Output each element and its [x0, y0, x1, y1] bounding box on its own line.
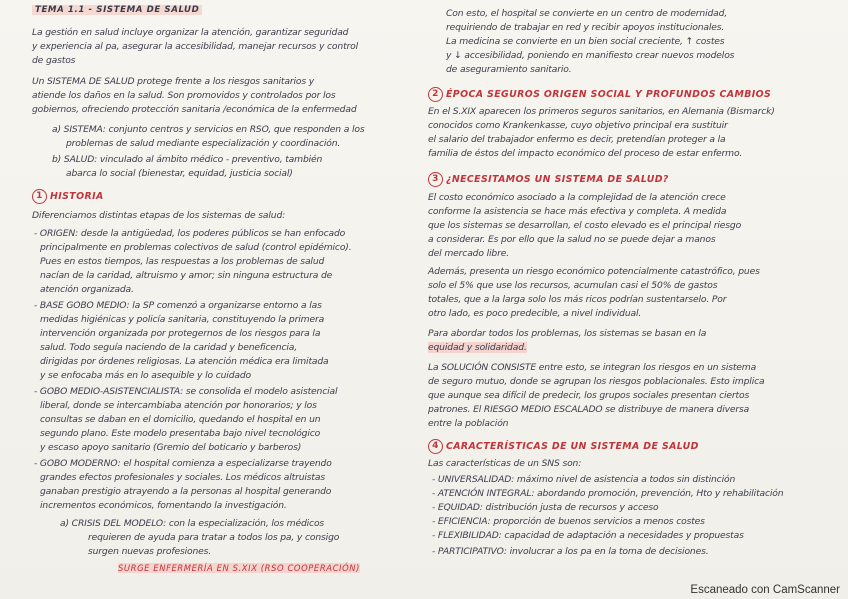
- text-line: de aseguramiento sanitario.: [446, 64, 572, 75]
- list-item: - ATENCIÓN INTEGRAL: abordando promoción, prevención, Hto y rehabilitación: [432, 488, 784, 499]
- text-line: Además, presenta un riesgo económico potencialmente catastrófico, pues: [428, 266, 760, 277]
- text-line: salud. Todo seguía naciendo de la caridad y beneficencia,: [40, 342, 298, 353]
- text-line: Las características de un SNS son:: [428, 458, 582, 469]
- text-line: grandes efectos profesionales y sociales. Los médicos altruistas: [40, 472, 326, 483]
- text-line: La medicina se convierte en un bien social creciente, ↑ costes: [446, 36, 725, 47]
- text-line: nacían de la caridad, altruismo y amor; sin ninguna estructura de: [40, 270, 333, 281]
- text-line: a considerar. Es por ello que la salud no se puede dejar a manos: [428, 234, 716, 245]
- page-title: TEMA 1.1 - SISTEMA DE SALUD: [32, 4, 202, 16]
- text-line: problemas de salud mediante especialización y coordinación.: [66, 138, 341, 149]
- text-line: consultas se daban en el domicilio, quedando el hospital en un: [40, 414, 321, 425]
- definition-sistema: a) SISTEMA: conjunto centros y servicios en RSO, que responden a los: [52, 124, 365, 135]
- text-line: otro lado, es poco predecible, a nivel individual.: [428, 308, 642, 319]
- section-number-badge: 1: [32, 189, 47, 204]
- text-line: atiende los daños en la salud. Son promovidos y controlados por los: [32, 90, 336, 101]
- text-line: de gastos: [32, 55, 76, 66]
- text-line: totales, que a la larga solo los más ricos podrían sustentarselo. Por: [428, 294, 727, 305]
- list-item: - EQUIDAD: distribución justa de recursos y acceso: [432, 502, 659, 513]
- text-line: segundo plano. Este modelo presentaba bajo nivel tecnológico: [40, 428, 321, 439]
- text-line: intervención organizada por protegernos de los riesgos para la: [40, 328, 321, 339]
- text-line: Con esto, el hospital se convierte en un centro de modernidad,: [446, 8, 728, 19]
- text-line: equidad y solidaridad.: [428, 342, 527, 353]
- list-item: - FLEXIBILIDAD: capacidad de adaptación a necesidades y propuestas: [432, 530, 744, 541]
- text-line: Para abordar todos los problemas, los sistemas se basan en la: [428, 328, 707, 339]
- scanner-watermark: Escaneado con CamScanner: [690, 584, 840, 596]
- text-line: requiriendo de trabajar en red y recibir apoyos institucionales.: [446, 22, 725, 33]
- text-line: requieren de ayuda para tratar a todos los pa, y consigo: [88, 532, 340, 543]
- text-line: y se enfocaba más en lo asequible y lo cuidado: [40, 370, 252, 381]
- text-line: medidas higiénicas y policía sanitaria, constituyendo la primera: [40, 314, 325, 325]
- text-line: gobiernos, ofreciendo protección sanitaria /económica de la enfermedad: [32, 104, 357, 115]
- text-line: liberal, donde se intercambiaba atención por honorarios; y los: [40, 400, 317, 411]
- section-heading-historia: 1 HISTORIA: [32, 189, 104, 204]
- text-line: - GOBO MEDIO-ASISTENCIALISTA: se consolida el modelo asistencial: [34, 386, 338, 397]
- text-line: conocidos como Krankenkasse, cuyo objetivo principal era sustituir: [428, 120, 728, 131]
- text-line: - ORIGEN: desde la antigüedad, los poderes públicos se han enfocado: [34, 228, 346, 239]
- text-line: de seguro mutuo, donde se agrupan los riesgos poblacionales. Esto implica: [428, 376, 765, 387]
- text-line: incrementos económicos, fomentando la investigación.: [40, 500, 287, 511]
- section-heading-caracteristicas: 4 CARACTERÍSTICAS DE UN SISTEMA DE SALUD: [428, 439, 699, 454]
- text-line: En el S.XIX aparecen los primeros seguros sanitarios, en Alemania (Bismarck): [428, 106, 775, 117]
- section-number-badge: 4: [428, 439, 443, 454]
- text-line: solo el 5% que use los recursos, acumulan casi el 50% de gastos: [428, 280, 718, 291]
- text-line: y escaso apoyo sanitario (Gremio del boticario y barberos): [40, 442, 302, 453]
- text-line: del mercado libre.: [428, 248, 509, 259]
- text-line: abarca lo social (bienestar, equidad, justicia social): [66, 168, 293, 179]
- text-line: - GOBO MODERNO: el hospital comienza a especializarse trayendo: [34, 458, 332, 469]
- text-line: el salario del trabajador enfermo es decir, pretendían proteger a la: [428, 134, 726, 145]
- text-line: y ↓ accesibilidad, poniendo en manifiesto crear nuevos modelos: [446, 50, 735, 61]
- text-line: El costo económico asociado a la complejidad de la atención crece: [428, 192, 726, 203]
- text-line: patrones. El RIESGO MEDIO ESCALADO se distribuye de manera diversa: [428, 404, 750, 415]
- text-line: - BASE GOBO MEDIO: la SP comenzó a organizarse entorno a las: [34, 300, 322, 311]
- text-line: entre la población: [428, 418, 509, 429]
- text-line: Un SISTEMA DE SALUD protege frente a los riesgos sanitarios y: [32, 76, 315, 87]
- text-line: Pues en estos tiempos, las respuestas a los problemas de salud: [40, 256, 325, 267]
- text-line: La gestión en salud incluye organizar la atención, garantizar seguridad: [32, 27, 349, 38]
- text-line: que los sistemas se desarrollan, el costo elevado es el principal riesgo: [428, 220, 742, 231]
- section-heading-necesitamos: 3 ¿NECESITAMOS UN SISTEMA DE SALUD?: [428, 172, 669, 187]
- highlight-note: SURGE ENFERMERÍA EN S.XIX (RSO COOPERACIÓN): [118, 563, 361, 573]
- list-item: - EFICIENCIA: proporción de buenos servicios a menos costes: [432, 516, 705, 527]
- right-column: [424, 0, 848, 599]
- text-line: principalmente en problemas colectivos de salud (control epidémico).: [40, 242, 352, 253]
- section-number-badge: 3: [428, 172, 443, 187]
- text-line: Diferenciamos distintas etapas de los sistemas de salud:: [32, 210, 286, 221]
- text-line: y experiencia al pa, asegurar la accesibilidad, manejar recursos y control: [32, 41, 359, 52]
- text-line: La SOLUCIÓN CONSISTE entre esto, se integran los riesgos en un sistema: [428, 362, 757, 373]
- text-line: atención organizada.: [40, 284, 134, 295]
- list-item: - PARTICIPATIVO: involucrar a los pa en la toma de decisiones.: [432, 546, 709, 557]
- text-line: conforme la asistencia se hace más efectiva y completa. A medida: [428, 206, 727, 217]
- section-number-badge: 2: [428, 87, 443, 102]
- list-item: - UNIVERSALIDAD: máximo nivel de asistencia a todos sin distinción: [432, 474, 736, 485]
- text-line: ganaban prestigio atrayendo a la personas al hospital generando: [40, 486, 332, 497]
- text-line: que aunque sea difícil de predecir, los grupos sociales presentan ciertos: [428, 390, 750, 401]
- text-line: familia de éstos del impacto económico del proceso de estar enfermo.: [428, 148, 743, 159]
- definition-salud: b) SALUD: vinculado al ámbito médico - preventivo, también: [52, 154, 323, 165]
- section-heading-epoca-seguros: 2 ÉPOCA SEGUROS ORIGEN SOCIAL Y PROFUNDOS CAMBIOS: [428, 87, 771, 102]
- text-line: surgen nuevas profesiones.: [88, 546, 212, 557]
- text-line: a) CRISIS DEL MODELO: con la especialización, los médicos: [60, 518, 325, 529]
- text-line: dirigidas por órdenes religiosas. La atención médica era limitada: [40, 356, 329, 367]
